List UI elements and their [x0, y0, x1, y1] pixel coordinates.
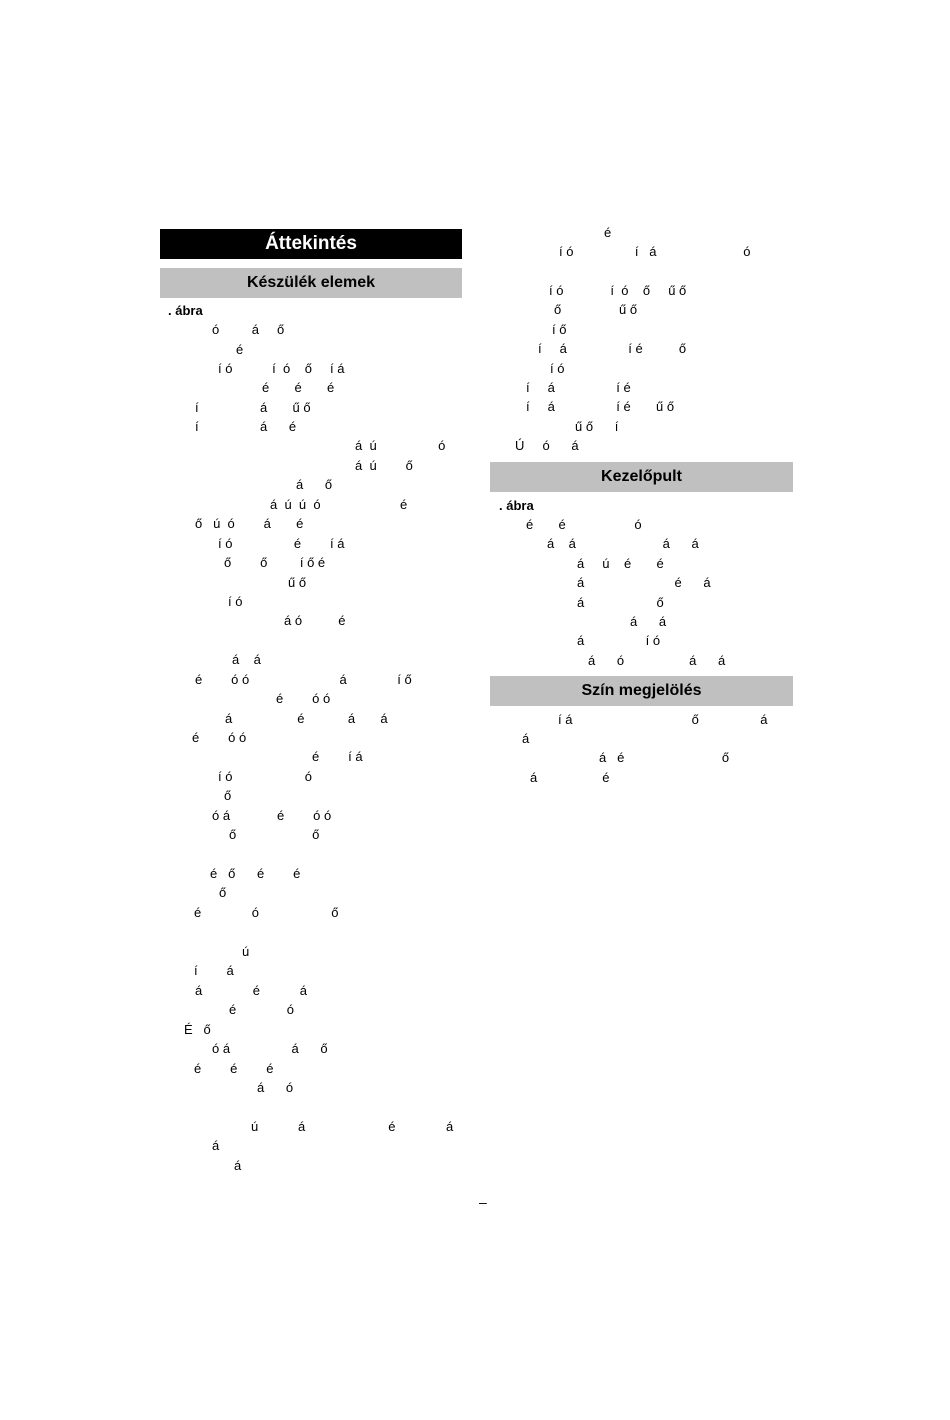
left-text-line: á ú ú ó é [270, 497, 408, 512]
color-marking-text-line: á [522, 731, 530, 746]
left-text-line: á ú ó [355, 438, 446, 453]
left-text-line: é ó [229, 1002, 295, 1017]
left-text-line: í á é [195, 419, 297, 434]
control-panel-text-line: á á [630, 614, 667, 629]
left-text-line: í ó [228, 594, 243, 609]
control-panel-text-line: á ő [577, 595, 664, 610]
left-text-line: á [212, 1138, 220, 1153]
left-text-line: . ábra [168, 303, 203, 318]
section-header-device-elements: Készülék elemek [160, 268, 462, 298]
left-text-line: é ő é é [210, 866, 301, 881]
control-panel-text-line: á á á á [547, 536, 699, 551]
left-text-line: ú á é á [251, 1119, 454, 1134]
left-text-line: á ú ő [355, 458, 413, 473]
right-top-text-line: í á í é ű ő [526, 399, 675, 414]
left-text-line: ő ú ó á é [195, 516, 304, 531]
left-text-line: é ó ó [192, 730, 247, 745]
left-text-line: á [234, 1158, 242, 1173]
right-top-text-line: í ő [552, 322, 567, 337]
right-top-text-line: í ó í ó ő ű ő [549, 283, 687, 298]
left-text-line: ű ő [288, 575, 307, 590]
left-text-line: ó á é ó ó [212, 808, 332, 823]
right-top-text-line: í á í é [526, 380, 631, 395]
color-marking-text-line: á é ő [599, 750, 730, 765]
control-panel-text-line: á ó á á [588, 653, 726, 668]
left-text-line: ó á á ő [212, 1041, 328, 1056]
right-top-text-line: í ó í á ó [559, 244, 751, 259]
left-text-line: í á [194, 963, 234, 978]
left-text-line: á á [232, 652, 261, 667]
right-top-text-line: ő ű ő [554, 302, 638, 317]
left-text-line: ő ő í ő é [224, 555, 326, 570]
section-header-control-panel: Kezelőpult [490, 462, 793, 492]
page-title: Áttekintés [160, 229, 462, 259]
left-text-line: é í á [312, 749, 363, 764]
left-text-line: í ó í ó ő í á [218, 361, 345, 376]
left-text-line: é é é [194, 1061, 274, 1076]
right-top-text-line: é [604, 225, 612, 240]
left-text-line: é ó ő [194, 905, 339, 920]
left-text-line: é ó ó á í ő [195, 672, 412, 687]
left-text-line: í ó ó [218, 769, 312, 784]
left-text-line: ő [219, 885, 227, 900]
left-text-line: é ó ó [276, 691, 331, 706]
left-text-line: á ő [296, 477, 333, 492]
left-text-line: É ő [184, 1022, 211, 1037]
control-panel-text-line: . ábra [499, 498, 534, 513]
control-panel-text-line: é é ó [526, 517, 642, 532]
section-header-color-marking: Szín megjelölés [490, 676, 793, 706]
control-panel-text-line: á í ó [577, 633, 661, 648]
left-text-line: á é á á [225, 711, 388, 726]
left-text-line: ó á ő [212, 322, 285, 337]
left-text-line: í ó é í á [218, 536, 345, 551]
page-number: – [479, 1194, 487, 1210]
right-top-text-line: ű ő í [575, 419, 619, 434]
left-text-line: í á ű ő [195, 400, 311, 415]
left-text-line: é [236, 342, 244, 357]
color-marking-text-line: á é [530, 770, 610, 785]
right-top-text-line: í ó [550, 361, 565, 376]
left-text-line: ő [224, 788, 232, 803]
left-text-line: á é á [195, 983, 307, 998]
left-text-line: ú [242, 944, 250, 959]
color-marking-text-line: í á ő á [558, 712, 768, 727]
right-top-text-line: Ú ó á [515, 438, 579, 453]
left-text-line: á ó é [284, 613, 346, 628]
control-panel-text-line: á é á [577, 575, 711, 590]
left-text-line: ő ő [229, 827, 320, 842]
left-text-line: é é é [262, 380, 335, 395]
left-text-line: á ó [257, 1080, 294, 1095]
right-top-text-line: í á í é ő [538, 341, 687, 356]
control-panel-text-line: á ú é é [577, 556, 664, 571]
